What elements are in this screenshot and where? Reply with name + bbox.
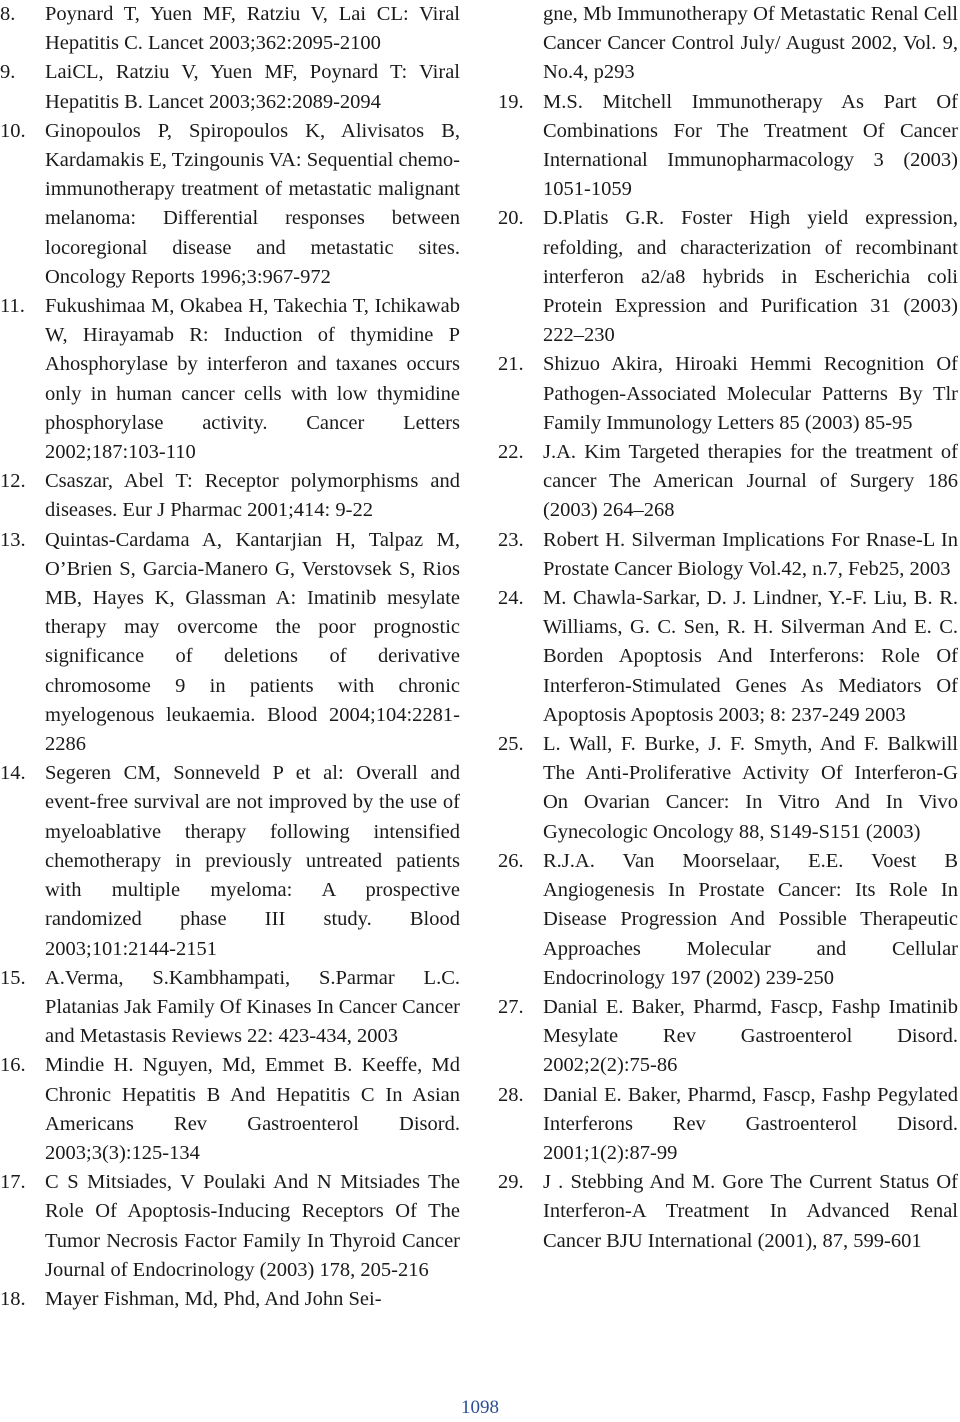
reference-number: 26. — [498, 849, 524, 872]
reference-item — [0, 58, 460, 116]
reference-text: A.Verma, S.Kambhampati, S.Parmar L.C. Platanias Jak Family Of Kinases In Cancer Cancer and Metastasis Reviews 22: 423-434, 2003 — [45, 966, 461, 1048]
reference-text: Ginopoulos P, Spiropoulos K, Alivisatos B, Kardamakis E, Tzingounis VA: Sequential chemo-immunotherapy treatment of metastatic malignant melanoma: Differential responses between locoregional disease and metastatic sites. Oncology Reports 1996;3:967-972 — [45, 119, 460, 288]
reference-text: Mayer Fishman, Md, Phd, And John Sei- — [45, 1287, 382, 1310]
reference-number: 23. — [498, 528, 524, 551]
reference-list-left — [0, 0, 460, 1314]
reference-text: M.S. Mitchell Immunotherapy As Part Of Combinations For The Treatment Of Cancer International Immunopharmacology 3 (2003) 1051-1059 — [543, 90, 958, 201]
reference-text: Shizuo Akira, Hiroaki Hemmi Recognition Of Pathogen-Associated Molecular Patterns By Tlr Family Immunology Letters 85 (2003) 85-95 — [543, 353, 958, 434]
reference-number: 11. — [0, 295, 25, 318]
reference-number: 9. — [0, 61, 16, 84]
reference-number: 16. — [0, 1054, 26, 1077]
reference-text: R.J.A. Van Moorselaar, E.E. Voest B Angiogenesis In Prostate Cancer: Its Role In Disease Progression And Possible Therapeutic Approaches Molecular and Cellular Endocrinology 197 (2002) 239-250 — [543, 849, 958, 989]
reference-number: 13. — [0, 528, 26, 551]
reference-text: Danial E. Baker, Pharmd, Fascp, Fashp Pegylated Interferons Rev Gastroenterol Disord. 2001;1(2):87-99 — [543, 1083, 958, 1164]
reference-number: 18. — [0, 1287, 26, 1310]
reference-item — [498, 350, 958, 438]
reference-item-continued — [498, 0, 958, 88]
reference-number: 24. — [498, 587, 524, 610]
reference-text: L. Wall, F. Burke, J. F. Smyth, And F. Balkwill The Anti-Proliferative Activity Of Interferon-G On Ovarian Cancer: In Vitro And In Vivo Gynecologic Oncology 88, S149-S151 (2003) — [543, 733, 958, 843]
reference-text: Mindie H. Nguyen, Md, Emmet B. Keeffe, Md Chronic Hepatitis B And Hepatitis C In Asian Americans Rev Gastroenterol Disord. 2003;3(3):125-134 — [45, 1054, 460, 1164]
reference-item — [0, 292, 460, 467]
reference-item — [0, 1285, 460, 1314]
reference-number: 27. — [498, 995, 524, 1018]
reference-text: J.A. Kim Targeted therapies for the treatment of cancer The American Journal of Surgery 186 (2003) 264–268 — [543, 441, 958, 522]
reference-item — [498, 730, 958, 847]
reference-text: Robert H. Silverman Implications For Rnase-L In Prostate Cancer Biology Vol.42, n.7, Feb25, 2003 — [543, 528, 958, 580]
reference-text: D.Platis G.R. Foster High yield expression, refolding, and characterization of recombinant interferon a2/a8 hybrids in Escherichia coli Protein Expression and Purification 31 (2003) 222–230 — [543, 207, 958, 347]
reference-item — [498, 1168, 958, 1256]
reference-item — [0, 759, 460, 963]
reference-text: M. Chawla-Sarkar, D. J. Lindner, Y.-F. Liu, B. R. Williams, G. C. Sen, R. H. Silverman And E. C. Borden Apoptosis And Interferons: Role Of Interferon-Stimulated Genes As Mediators Of Apoptosis Apoptosis 2003; 8: 237-249 2003 — [543, 587, 958, 726]
page-number: 1098 — [461, 1397, 499, 1418]
reference-number: 10. — [0, 119, 26, 142]
reference-item — [498, 584, 958, 730]
reference-number: 19. — [498, 90, 524, 113]
reference-text: Quintas-Cardama A, Kantarjian H, Talpaz M, O’Brien S, Garcia-Manero G, Verstovsek S, Rios MB, Hayes K, Glassman A: Imatinib mesylate therapy may overcome the poor prognostic significance of deletions of derivative chromosome 9 in patients with chronic myelogenous leukaemia. Blood 2004;104:2281-2286 — [45, 528, 460, 756]
reference-number: 8. — [0, 3, 16, 25]
reference-list-right — [498, 0, 958, 1256]
reference-text: gne, Mb Immunotherapy Of Metastatic Renal Cell Cancer Cancer Control July/ August 2002, Vol. 9, No.4, p293 — [543, 3, 958, 84]
reference-number: 20. — [498, 207, 524, 230]
reference-item — [498, 847, 958, 993]
reference-item — [498, 993, 958, 1081]
reference-number: 15. — [0, 966, 26, 989]
reference-item — [0, 1051, 460, 1168]
reference-item — [0, 117, 460, 292]
reference-item — [498, 204, 958, 350]
reference-text: J . Stebbing And M. Gore The Current Status Of Interferon-A Treatment In Advanced Renal Cancer BJU International (2001), 87, 599-601 — [543, 1171, 958, 1252]
reference-text: Poynard T, Yuen MF, Ratziu V, Lai CL: Viral Hepatitis C. Lancet 2003;362:2095-2100 — [45, 3, 460, 55]
reference-text: Danial E. Baker, Pharmd, Fascp, Fashp Imatinib Mesylate Rev Gastroenterol Disord. 2002;2(2):75-86 — [543, 995, 958, 1077]
reference-text: LaiCL, Ratziu V, Yuen MF, Poynard T: Viral Hepatitis B. Lancet 2003;362:2089-2094 — [45, 61, 460, 113]
reference-text: Csaszar, Abel T: Receptor polymorphisms and diseases. Eur J Pharmac 2001;414: 9-22 — [45, 470, 460, 522]
reference-number: 12. — [0, 470, 26, 493]
reference-item — [0, 526, 460, 760]
reference-text: C S Mitsiades, V Poulaki And N Mitsiades The Role Of Apoptosis-Inducing Receptors Of The Tumor Necrosis Factor Family In Thyroid Cancer Journal of Endocrinology (2003) 178, 205-216 — [45, 1171, 460, 1281]
reference-item — [498, 88, 958, 205]
right-column — [498, 0, 958, 1256]
reference-item — [0, 964, 460, 1052]
reference-number: 21. — [498, 353, 524, 376]
reference-item — [498, 438, 958, 526]
reference-text: Fukushimaa M, Okabea H, Takechia T, Ichikawab W, Hirayamab R: Induction of thymidine P Ahosphorylase by interferon and taxanes occurs only in human cancer cells with low thymidine phosphorylase activity. Cancer Letters 2002;187:103-110 — [45, 295, 460, 464]
reference-number: 28. — [498, 1083, 524, 1106]
reference-item — [0, 0, 460, 58]
reference-item — [0, 1168, 460, 1285]
reference-item — [0, 467, 460, 525]
left-column — [0, 0, 460, 1314]
reference-text: Segeren CM, Sonneveld P et al: Overall and event-free survival are not improved by the use of myeloablative therapy following intensified chemotherapy in previously untreated patients with multiple myeloma: A prospective randomized phase III study. Blood 2003;101:2144-2151 — [45, 762, 460, 960]
reference-item — [498, 1081, 958, 1169]
reference-number: 29. — [498, 1171, 524, 1194]
reference-number: 17. — [0, 1171, 26, 1194]
reference-item — [498, 526, 958, 584]
reference-number: 25. — [498, 733, 524, 756]
reference-number: 14. — [0, 762, 26, 785]
reference-number: 22. — [498, 441, 524, 464]
